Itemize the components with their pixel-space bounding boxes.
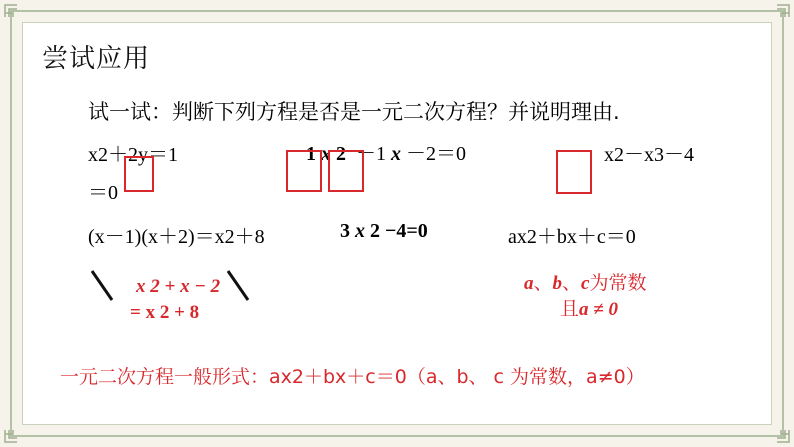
constants-label: 为常数	[589, 272, 647, 294]
sep-2: 、	[562, 272, 582, 294]
annotation-left-line-1: x 2 + x − 2	[136, 276, 221, 297]
equation-2-term-2: －1	[356, 143, 386, 165]
and-label: 且	[560, 298, 580, 320]
general-form-statement: 一元二次方程一般形式：ax2＋bx＋c＝0（a、b、 c 为常数，a≠0）	[60, 366, 645, 388]
equation-4: (x－1)(x＋2)＝x2＋8	[88, 226, 265, 248]
equation-3: x2－x3－4	[604, 144, 694, 166]
slash-mark-right	[222, 268, 252, 304]
equation-5-coef: 3	[340, 220, 350, 242]
equation-5-var: x	[355, 220, 365, 242]
equation-2-coef-1: 1	[306, 143, 316, 165]
annotation-right-line-1	[524, 268, 646, 295]
corner-ornament-top-right	[776, 4, 790, 18]
equation-5	[340, 220, 428, 243]
slash-mark-left	[88, 268, 118, 304]
corner-ornament-bottom-left	[4, 429, 18, 443]
annotation-left-line-2: = x 2 + 8	[130, 302, 200, 323]
equation-2-var-2: x	[391, 143, 401, 165]
coef-c: c	[581, 273, 590, 294]
equation-5-exp: 2	[370, 220, 380, 242]
annotation-right-line-2	[560, 294, 618, 321]
answer-box-2b	[328, 150, 364, 192]
corner-ornament-bottom-right	[776, 429, 790, 443]
sep-1: 、	[533, 272, 553, 294]
intro-text: 试一试：判断下列方程是否是一元二次方程？并说明理由.	[88, 100, 620, 124]
equation-6: ax2＋bx＋c＝0	[508, 226, 636, 248]
a-nonzero: a ≠ 0	[579, 299, 618, 320]
coef-b: b	[552, 273, 563, 294]
equation-2-exp: 2	[336, 143, 346, 165]
answer-box-2a	[286, 150, 322, 192]
corner-ornament-top-left	[4, 4, 18, 18]
equation-1: x2＋2y＝1	[88, 144, 178, 166]
equation-5-rest: −4=0	[385, 220, 428, 242]
page-title: 尝试应用	[42, 44, 151, 74]
equation-2-rest: －2＝0	[406, 143, 466, 165]
equation-2-var-1: x	[321, 143, 331, 165]
answer-box-3	[556, 150, 592, 194]
answer-box-1	[124, 156, 154, 192]
coef-a: a	[524, 273, 534, 294]
equation-3-continued: ＝0	[88, 182, 118, 204]
